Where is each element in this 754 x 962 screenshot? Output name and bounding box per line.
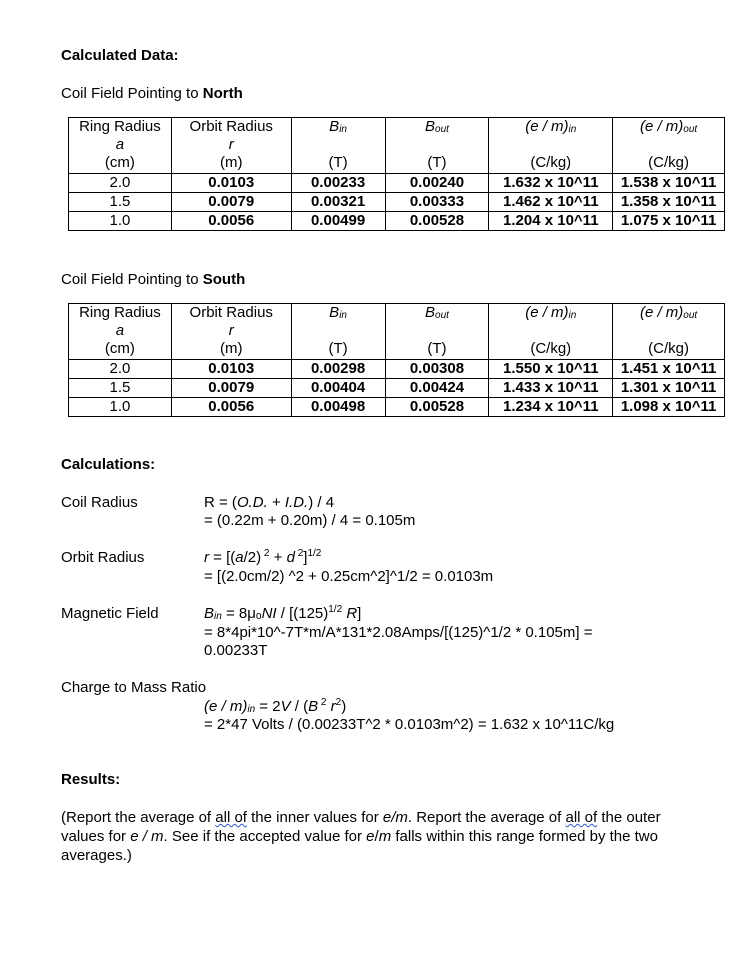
cell-em-out: 1.075 x 10^11 bbox=[613, 212, 725, 231]
table-row bbox=[69, 174, 725, 193]
cell-b-in: 0.00404 bbox=[291, 379, 385, 398]
magnetic-field-substitution: = 8*4pi*10^-7T*m/A*131*2.08Amps/[(125)^1/2 * 0.105m] = bbox=[204, 624, 593, 641]
orbit-radius-formula: r = [(a/2) $^2$ + d $^2$]$^{1/2}$ bbox=[204, 548, 322, 566]
cell-orbit-radius: 0.0079 bbox=[171, 379, 291, 398]
cell-em-in: 1.234 x 10^11 bbox=[489, 398, 613, 417]
header-em-out: $(e / m)_{out}$ (C/kg) bbox=[613, 304, 725, 360]
cell-b-out: 0.00528 bbox=[385, 398, 489, 417]
page-heading: Calculated Data: bbox=[61, 47, 179, 64]
cell-orbit-radius: 0.0103 bbox=[171, 360, 291, 379]
cell-em-out: 1.451 x 10^11 bbox=[613, 360, 725, 379]
cell-ring-radius: 2.0 bbox=[69, 174, 172, 193]
orbit-radius-label: Orbit Radius bbox=[61, 549, 145, 566]
cell-em-in: 1.204 x 10^11 bbox=[489, 212, 613, 231]
header-b-in: $B_{in}$ (T) bbox=[291, 118, 385, 174]
table-row bbox=[69, 212, 725, 231]
south-caption: Coil Field Pointing to South bbox=[61, 271, 246, 288]
header-ring-radius: Ring Radius a (cm) bbox=[69, 118, 172, 174]
cell-b-out: 0.00424 bbox=[385, 379, 489, 398]
calculations-heading: Calculations: bbox=[61, 456, 156, 473]
cell-em-out: 1.098 x 10^11 bbox=[613, 398, 725, 417]
charge-to-mass-formula: $(e / m)_{in} = 2V / (B$ $^2$ $r^2$) bbox=[204, 697, 347, 715]
cell-ring-radius: 2.0 bbox=[69, 360, 172, 379]
table-header-row bbox=[69, 304, 725, 360]
header-b-in: $B_{in}$ (T) bbox=[291, 304, 385, 360]
cell-b-in: 0.00233 bbox=[291, 174, 385, 193]
cell-orbit-radius: 0.0056 bbox=[171, 212, 291, 231]
cell-b-out: 0.00333 bbox=[385, 193, 489, 212]
header-em-in: $(e / m)_{in}$ (C/kg) bbox=[489, 304, 613, 360]
cell-orbit-radius: 0.0079 bbox=[171, 193, 291, 212]
cell-orbit-radius: 0.0056 bbox=[171, 398, 291, 417]
cell-ring-radius: 1.0 bbox=[69, 398, 172, 417]
coil-radius-result: = (0.22m + 0.20m) / 4 = 0.105m bbox=[204, 512, 416, 529]
header-em-out: $(e / m)_{out}$ (C/kg) bbox=[613, 118, 725, 174]
cell-em-in: 1.462 x 10^11 bbox=[489, 193, 613, 212]
cell-b-in: 0.00298 bbox=[291, 360, 385, 379]
cell-orbit-radius: 0.0103 bbox=[171, 174, 291, 193]
coil-radius-label: Coil Radius bbox=[61, 494, 138, 511]
cell-ring-radius: 1.5 bbox=[69, 379, 172, 398]
results-heading: Results: bbox=[61, 771, 121, 788]
header-em-in: $(e / m)_{in}$ (C/kg) bbox=[489, 118, 613, 174]
cell-b-in: 0.00499 bbox=[291, 212, 385, 231]
cell-em-out: 1.538 x 10^11 bbox=[613, 174, 725, 193]
cell-em-out: 1.358 x 10^11 bbox=[613, 193, 725, 212]
cell-b-in: 0.00498 bbox=[291, 398, 385, 417]
header-b-out: $B_{out}$ (T) bbox=[385, 118, 489, 174]
cell-ring-radius: 1.0 bbox=[69, 212, 172, 231]
north-caption: Coil Field Pointing to North bbox=[61, 85, 243, 102]
cell-b-out: 0.00240 bbox=[385, 174, 489, 193]
cell-ring-radius: 1.5 bbox=[69, 193, 172, 212]
coil-radius-formula: R = (O.D. + I.D.) / 4 bbox=[204, 494, 335, 511]
cell-em-in: 1.433 x 10^11 bbox=[489, 379, 613, 398]
header-orbit-radius: Orbit Radius r (m) bbox=[171, 118, 291, 174]
results-paragraph: (Report the average of all of the inner values for e/m. Report the average of all of the outer values for e / m. See if the accepted value for e/m falls within this range formed by the two averages.) bbox=[61, 809, 661, 864]
cell-b-out: 0.00528 bbox=[385, 212, 489, 231]
table-row bbox=[69, 398, 725, 417]
table-row bbox=[69, 379, 725, 398]
magnetic-field-result: 0.00233T bbox=[204, 642, 268, 659]
table-row bbox=[69, 360, 725, 379]
cell-em-in: 1.632 x 10^11 bbox=[489, 174, 613, 193]
magnetic-field-label: Magnetic Field bbox=[61, 605, 159, 622]
header-ring-radius: Ring Radius a (cm) bbox=[69, 304, 172, 360]
table-row bbox=[69, 193, 725, 212]
cell-em-out: 1.301 x 10^11 bbox=[613, 379, 725, 398]
header-b-out: $B_{out}$ (T) bbox=[385, 304, 489, 360]
header-orbit-radius: Orbit Radius r (m) bbox=[171, 304, 291, 360]
charge-to-mass-result: = 2*47 Volts / (0.00233T^2 * 0.0103m^2) = 1.632 x 10^11C/kg bbox=[204, 716, 615, 733]
charge-to-mass-label: Charge to Mass Ratio bbox=[61, 679, 207, 696]
cell-b-in: 0.00321 bbox=[291, 193, 385, 212]
cell-em-in: 1.550 x 10^11 bbox=[489, 360, 613, 379]
table-header-row bbox=[69, 118, 725, 174]
south-table bbox=[68, 303, 725, 417]
magnetic-field-formula: $B_{in} = 8\mu_oNI / [(125)^{1/2}$ R] bbox=[204, 604, 362, 622]
cell-b-out: 0.00308 bbox=[385, 360, 489, 379]
north-table bbox=[68, 117, 725, 231]
orbit-radius-result: = [(2.0cm/2) ^2 + 0.25cm^2]^1/2 = 0.0103m bbox=[204, 568, 494, 585]
